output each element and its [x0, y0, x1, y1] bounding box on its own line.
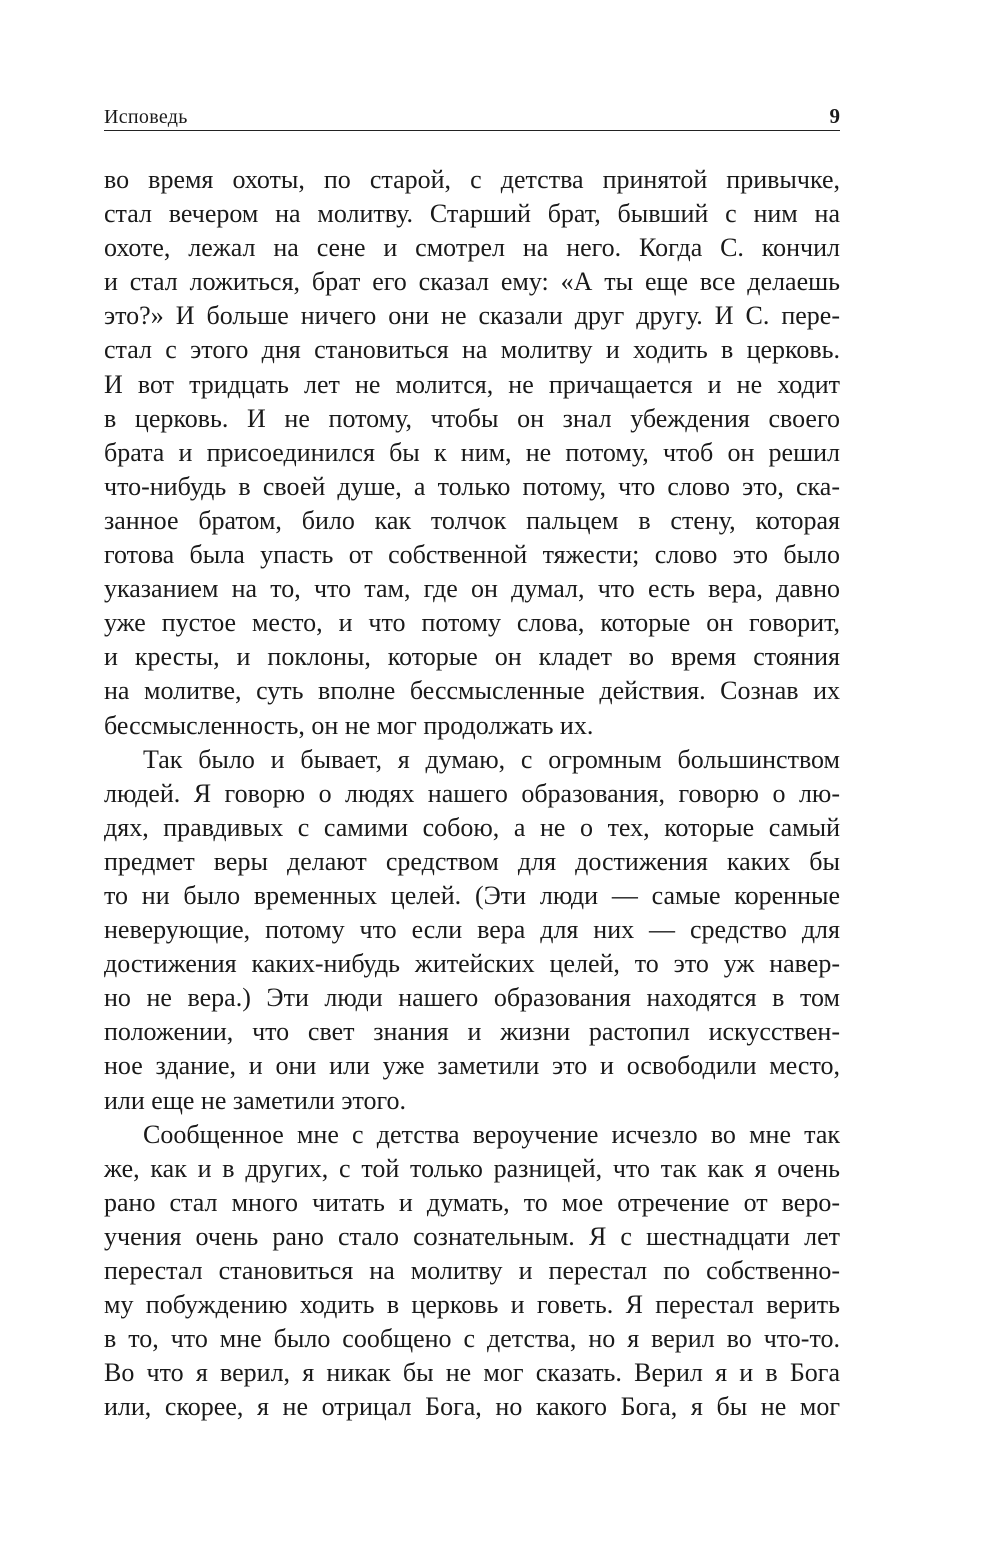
text-line: охоте, лежал на сене и смотрел на него. Когда С. кончил — [104, 233, 840, 263]
text-line: и кресты, и поклоны, которые он кладет во время стояния — [104, 642, 840, 672]
text-line: стал с этого дня становиться на молитву и ходить в церковь. — [104, 335, 840, 365]
page-number: 9 — [829, 104, 840, 128]
text-line: рано стал много читать и думать, то мое отречение от веро- — [104, 1187, 840, 1217]
text-line: что-нибудь в своей душе, а только потому, что слово это, ска- — [104, 471, 840, 501]
text-line: учения очень рано стало сознательным. Я с шестнадцати лет — [104, 1221, 840, 1251]
text-line: положении, что свет знания и жизни растопил искусствен- — [104, 1017, 840, 1047]
text-line: дях, правдивых с самими собою, а не о тех, которые самый — [104, 812, 840, 842]
running-title: Исповедь — [104, 106, 188, 128]
text-line: в то, что мне было сообщено с детства, но я верил во что-то. — [104, 1324, 840, 1354]
paragraph-last-line: или еще не заметили этого. — [104, 1085, 407, 1115]
text-line: И вот тридцать лет не молится, не причащается и не ходит — [104, 369, 840, 399]
paragraph-first-line: Так было и бывает, я думаю, с огромным большинством — [143, 744, 840, 774]
text-line: достижения каких-нибудь житейских целей, то это уж навер- — [104, 949, 840, 979]
text-line: и стал ложиться, брат его сказал ему: «А ты еще все делаешь — [104, 267, 840, 297]
running-header — [104, 100, 840, 131]
text-line: на молитве, суть вполне бессмысленные действия. Сознав их — [104, 676, 840, 706]
text-line: это?» И больше ничего они не сказали друг другу. И С. пере- — [104, 301, 840, 331]
text-line: указанием на то, что там, где он думал, что есть вера, давно — [104, 574, 840, 604]
text-line: но не вера.) Эти люди нашего образования находятся в том — [104, 983, 840, 1013]
text-line: брата и присоединился бы к ним, не потому, чтоб он решил — [104, 437, 840, 467]
text-line: ное здание, и они или уже заметили это и освободили место, — [104, 1051, 840, 1081]
text-line: му побуждению ходить в церковь и говеть. Я перестал верить — [104, 1290, 840, 1320]
text-line: готова была упасть от собственной тяжести; слово это было — [104, 540, 840, 570]
text-line: перестал становиться на молитву и перестал по собственно- — [104, 1256, 840, 1285]
paragraph-last-line: бессмысленность, он не мог продолжать их. — [104, 710, 594, 740]
text-line: Во что я верил, я никак бы не мог сказать. Верил я и в Бога — [104, 1358, 840, 1388]
body-text — [104, 163, 840, 1424]
text-line: предмет веры делают средством для достижения каких бы — [104, 846, 840, 876]
text-line: уже пустое место, и что потому слова, которые он говорит, — [104, 608, 840, 638]
text-line: же, как и в других, с той только разницей, что так как я очень — [104, 1153, 840, 1183]
text-line: в церковь. И не потому, чтобы он знал убеждения своего — [104, 403, 840, 433]
text-line: занное братом, било как толчок пальцем в стену, которая — [104, 505, 840, 535]
text-line: людей. Я говорю о людях нашего образования, говорю о лю- — [104, 778, 840, 808]
text-line: неверующие, потому что если вера для них — средство для — [104, 915, 840, 945]
text-line: стал вечером на молитву. Старший брат, бывший с ним на — [104, 199, 840, 229]
text-line: во время охоты, по старой, с детства принятой привычке, — [104, 165, 840, 194]
paragraph-first-line: Сообщенное мне с детства вероучение исчезло во мне так — [143, 1119, 840, 1149]
text-line: то ни было временных целей. (Эти люди — самые коренные — [104, 880, 840, 910]
text-line: или, скорее, я не отрицал Бога, но какого Бога, я бы не мог — [104, 1392, 840, 1422]
